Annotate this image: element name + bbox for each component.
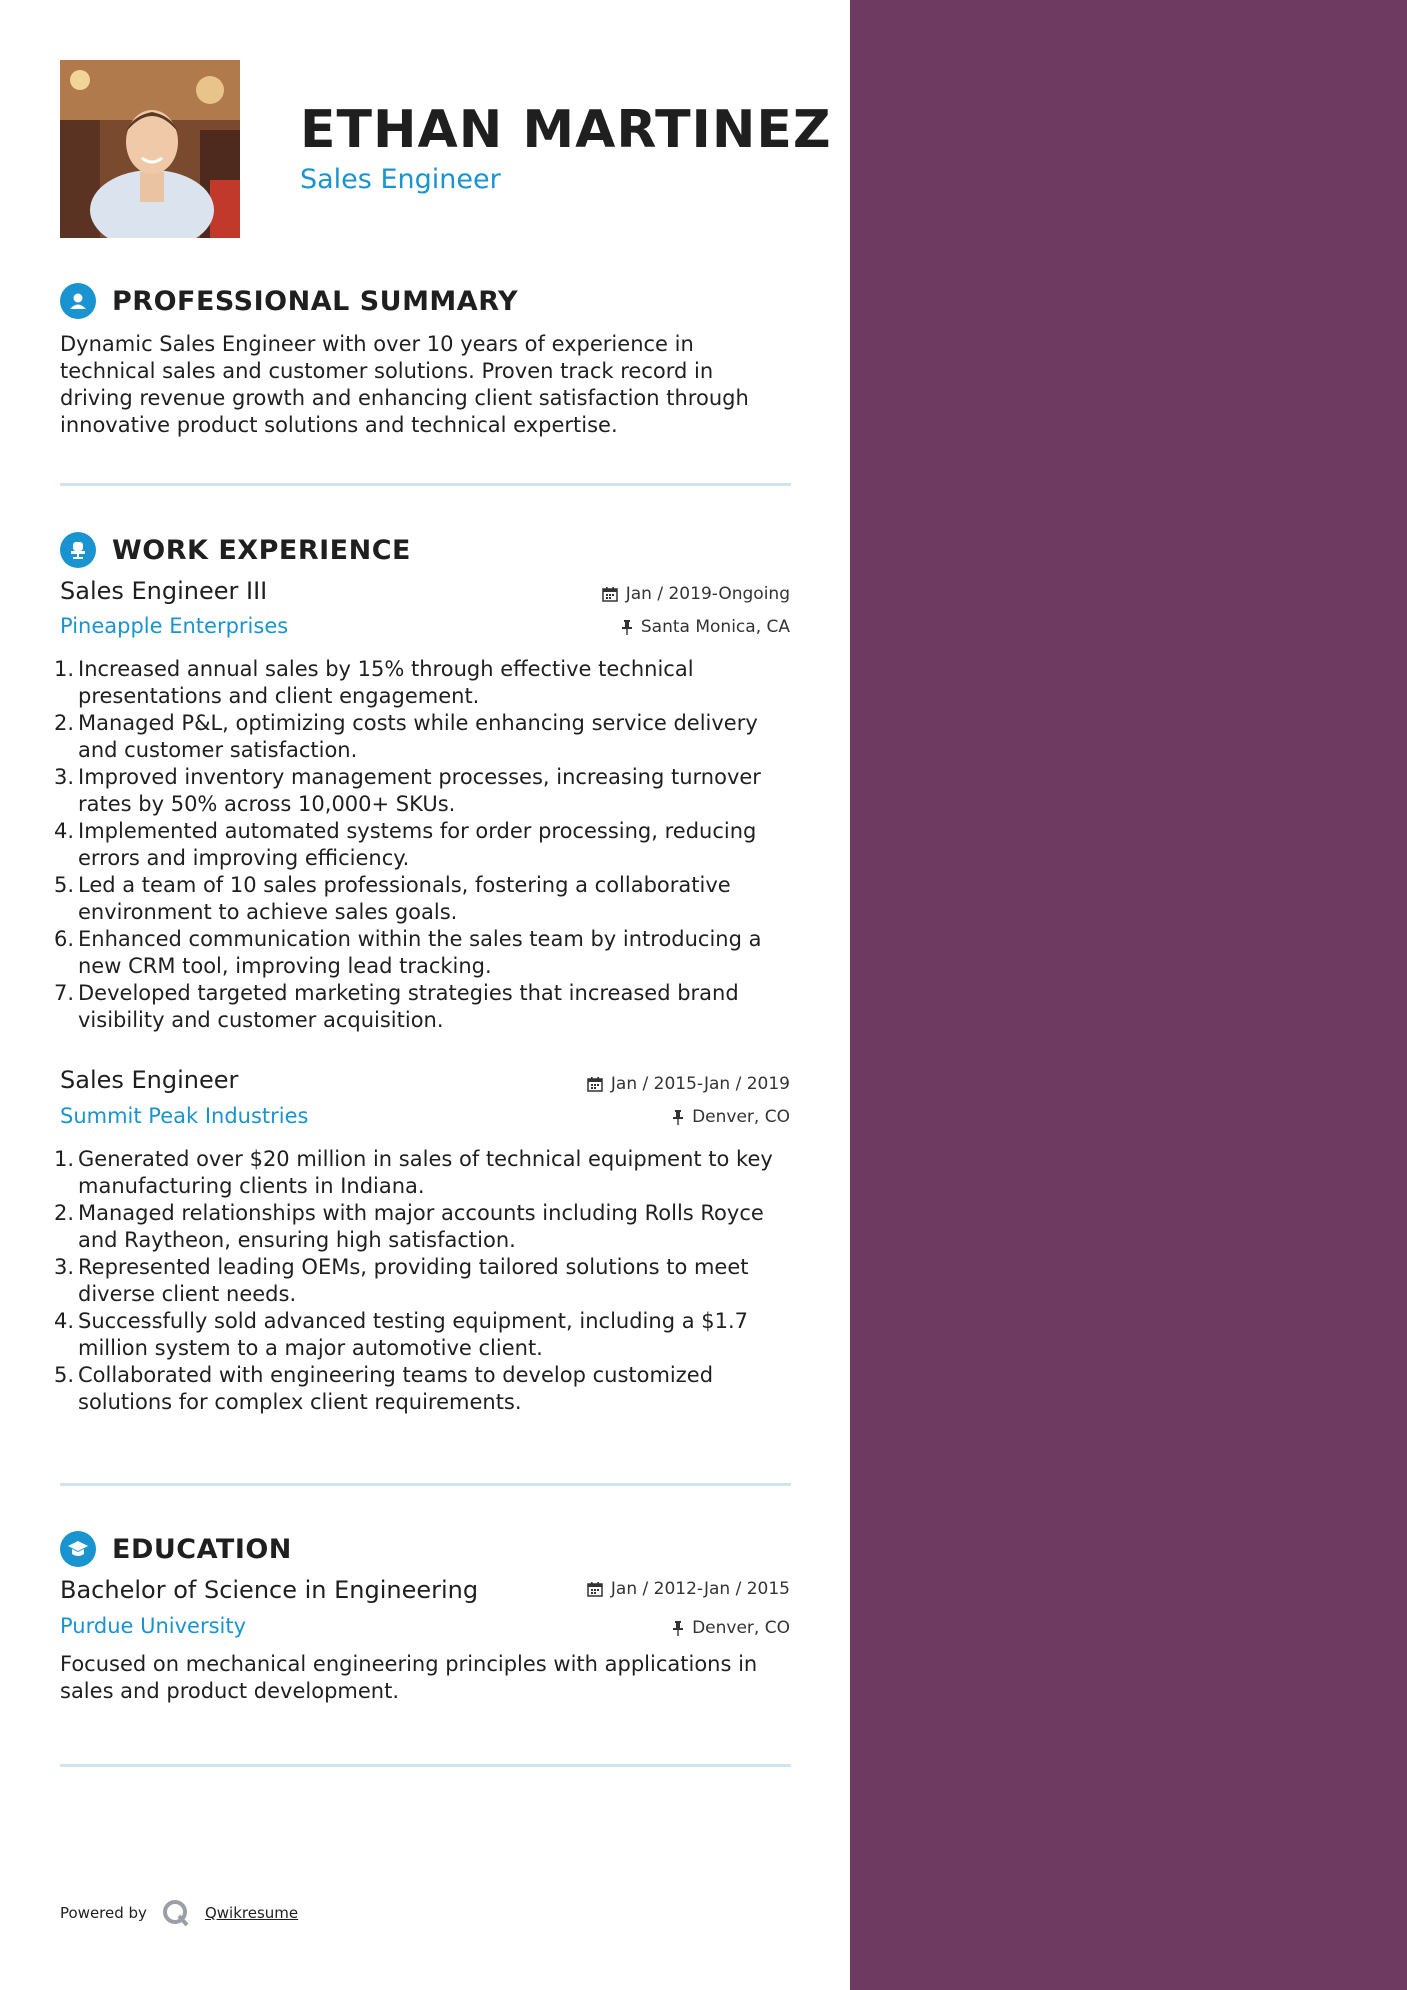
summary-heading [60, 283, 518, 319]
list-item: 5. Led a team of 10 sales professionals, fostering a collaborative environment to achieve sales goals. [54, 873, 731, 924]
list-item: 5. Collaborated with engineering teams to develop customized solutions for complex client requirements. [54, 1363, 714, 1414]
job-location [390, 617, 790, 637]
education-date [390, 1579, 790, 1599]
powered-by-label: Powered by [60, 1904, 147, 1922]
job-date-text: Jan / 2015-Jan / 2019 [610, 1074, 790, 1094]
job-company: Summit Peak Industries [60, 1104, 309, 1128]
list-item: 3. Improved inventory management processes, increasing turnover rates by 50% across 10,000+ SKUs. [54, 765, 761, 816]
job-title: Sales Engineer III [60, 577, 268, 605]
experience-title: WORK EXPERIENCE [112, 534, 411, 566]
education-title: EDUCATION [112, 1533, 292, 1565]
education-location [390, 1618, 790, 1638]
list-item: 6. Enhanced communication within the sales team by introducing a new CRM tool, improving lead tracking. [54, 927, 762, 978]
pin-icon [621, 619, 633, 635]
profile-photo [60, 60, 240, 238]
qwikresume-link[interactable]: Qwikresume [204, 1904, 299, 1922]
job-company: Pineapple Enterprises [60, 614, 289, 638]
education-heading [60, 1531, 292, 1567]
divider [60, 1764, 791, 1767]
calendar-icon [587, 1076, 603, 1092]
qwikresume-logo-icon [161, 1898, 191, 1928]
job-title: Sales Engineer [60, 1066, 239, 1094]
experience-heading [60, 532, 411, 568]
list-item: 3. Represented leading OEMs, providing tailored solutions to meet diverse client needs. [54, 1255, 749, 1306]
summary-title: PROFESSIONAL SUMMARY [112, 285, 519, 317]
powered-by [60, 1898, 298, 1928]
list-item: 4. Implemented automated systems for order processing, reducing errors and improving efficiency. [54, 819, 757, 870]
list-item: 1. Increased annual sales by 15% through effective technical presentations and client engagement. [54, 657, 694, 708]
pin-icon [672, 1620, 684, 1636]
sidebar [850, 0, 1407, 1990]
list-item: 2. Managed relationships with major accounts including Rolls Royce and Raytheon, ensuring high satisfaction. [54, 1201, 764, 1252]
job-location-text: Denver, CO [692, 1107, 790, 1127]
education-date-text: Jan / 2012-Jan / 2015 [610, 1579, 790, 1599]
education-text: Focused on mechanical engineering principles with applications in sales and product development. [60, 1652, 758, 1703]
school-name: Purdue University [60, 1614, 247, 1638]
job-date-text: Jan / 2019-Ongoing [625, 584, 790, 604]
job-bullets [54, 656, 790, 1034]
summary-text: Dynamic Sales Engineer with over 10 years of experience in technical sales and customer solutions. Proven track record in driving revenue growth and enhancing client satisfaction through innovative product solutions and technical expertise. [60, 332, 749, 437]
graduation-cap-icon [60, 1531, 96, 1567]
job-date [390, 584, 790, 604]
candidate-role: Sales Engineer [300, 164, 501, 195]
education-location-text: Denver, CO [692, 1618, 790, 1638]
list-item: 2. Managed P&L, optimizing costs while enhancing service delivery and customer satisfaction. [54, 711, 758, 762]
job-location [390, 1107, 790, 1127]
candidate-name: ETHAN MARTINEZ [300, 100, 832, 160]
calendar-icon [602, 586, 618, 602]
list-item: 7. Developed targeted marketing strategies that increased brand visibility and customer acquisition. [54, 981, 739, 1032]
job-bullets [54, 1146, 790, 1416]
calendar-icon [587, 1581, 603, 1597]
divider [60, 483, 791, 486]
list-item: 4. Successfully sold advanced testing equipment, including a $1.7 million system to a major automotive client. [54, 1309, 749, 1360]
job-location-text: Santa Monica, CA [640, 617, 790, 637]
degree-title: Bachelor of Science in Engineering [60, 1576, 479, 1604]
user-icon [60, 283, 96, 319]
pin-icon [672, 1109, 684, 1125]
briefcase-chair-icon [60, 532, 96, 568]
divider [60, 1483, 791, 1486]
list-item: 1. Generated over $20 million in sales of technical equipment to key manufacturing clients in Indiana. [54, 1147, 773, 1198]
job-date [390, 1074, 790, 1094]
